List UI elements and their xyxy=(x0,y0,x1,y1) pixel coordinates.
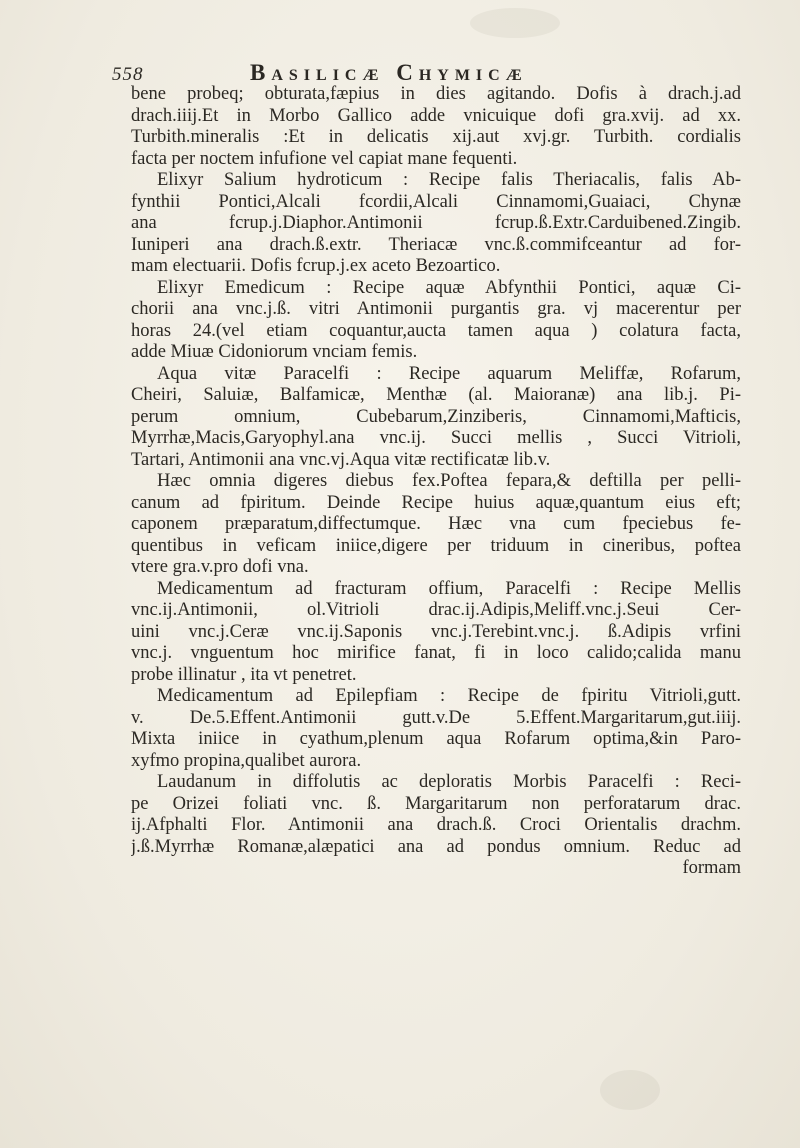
text-line: Tartari, Antimonii ana vnc.vj.Aqua vitæ rectificatæ lib.v. xyxy=(131,449,551,470)
text-line: Hæc omnia digeres diebus fex.Poftea fepara,& deftilla per pelli- xyxy=(157,471,741,491)
text-line: Myrrhæ,Macis,Garyophyl.ana vnc.ij. Succi mellis , Succi Vitrioli, xyxy=(131,428,741,448)
text-line: vtere gra.v.pro dofi vna. xyxy=(131,557,309,577)
text-line: v. De.5.Effent.Antimonii gutt.v.De 5.Effent.Margaritarum,gut.iiij. xyxy=(131,707,741,728)
text-line: bene probeq; obturata,fæpius in dies agitando. Dofis à drach.j.ad xyxy=(131,84,741,104)
text-line: uini vnc.j.Ceræ vnc.ij.Saponis vnc.j.Terebint.vnc.j. ß.Adipis vrfini xyxy=(131,621,741,642)
text-line: vnc.j. vnguentum hoc mirifice fanat, fi in loco calido;calida manu xyxy=(131,643,741,663)
text-line: xyfmo propina,qualibet aurora. xyxy=(131,750,362,771)
page-number: 558 xyxy=(112,64,144,85)
text-line: pe Orizei foliati vnc. ß. Margaritarum non perforatarum drac. xyxy=(131,793,741,814)
text-line: facta per noctem infufione vel capiat mane fequenti. xyxy=(131,148,518,169)
text-line: canum ad fpiritum. Deinde Recipe huius aquæ,quantum eius eft; xyxy=(131,492,741,513)
text-line: ana fcrup.j.Diaphor.Antimonii fcrup.ß.Extr.Carduibened.Zingib. xyxy=(131,213,741,233)
text-line: horas 24.(vel etiam coquantur,aucta tamen aqua ) colatura facta, xyxy=(131,320,741,341)
text-line: mam electuarii. Dofis fcrup.j.ex aceto Bezoartico. xyxy=(131,256,501,276)
text-line: Iuniperi ana drach.ß.extr. Theriacæ vnc.ß.commifceantur ad for- xyxy=(131,234,741,255)
text-line: Elixyr Emedicum : Recipe aquæ Abfynthii Pontici, aquæ Ci- xyxy=(157,277,741,298)
running-title: Basilicæ Chymicæ xyxy=(250,60,528,85)
text-line: drach.iiij.Et in Morbo Gallico adde vnicuique dofi gra.xvij. ad xx. xyxy=(131,105,741,126)
text-line: probe illinatur , ita vt penetret. xyxy=(131,664,357,685)
text-line: j.ß.Myrrhæ Romanæ,alæpatici ana ad pondus omnium. Reduc ad xyxy=(131,836,741,857)
text-line: vnc.ij.Antimonii, ol.Vitrioli drac.ij.Adipis,Meliff.vnc.j.Seui Cer- xyxy=(131,600,741,620)
text-line: Mixta iniice in cyathum,plenum aqua Rofarum optima,&in Paro- xyxy=(131,729,741,749)
text-line: adde Miuæ Cidoniorum vnciam femis. xyxy=(131,342,418,362)
text-line: fynthii Pontici,Alcali fcordii,Alcali Cinnamomi,Guaiaci, Chynæ xyxy=(131,191,741,212)
text-line: ij.Afphalti Flor. Antimonii ana drach.ß. Croci Orientalis drachm. xyxy=(131,815,741,835)
paper-stain xyxy=(470,8,560,38)
text-line: Turbith.mineralis :Et in delicatis xij.aut xvj.gr. Turbith. cordialis xyxy=(131,127,741,147)
text-line: Aqua vitæ Paracelfi : Recipe aquarum Meliffæ, Rofarum, xyxy=(157,363,741,384)
text-line: Medicamentum ad Epilepfiam : Recipe de fpiritu Vitrioli,gutt. xyxy=(157,686,741,706)
text-line: Medicamentum ad fracturam offium, Paracelfi : Recipe Mellis xyxy=(157,578,741,599)
paper-stain xyxy=(600,1070,660,1110)
text-line: caponem præparatum,diffectumque. Hæc vna cum fpeciebus fe- xyxy=(131,514,741,534)
body-text xyxy=(131,84,741,880)
text-line: Laudanum in diffolutis ac deploratis Morbis Paracelfi : Reci- xyxy=(157,772,741,792)
text-line: Cheiri, Saluiæ, Balfamicæ, Menthæ (al. Maioranæ) ana lib.j. Pi- xyxy=(131,385,741,405)
text-line: Elixyr Salium hydroticum : Recipe falis Theriacalis, falis Ab- xyxy=(157,170,741,190)
catchword: formam xyxy=(682,858,741,878)
text-line: quentibus in veficam iniice,digere per triduum in cineribus, poftea xyxy=(131,535,741,556)
text-line: chorii ana vnc.j.ß. vitri Antimonii purgantis gra. vj macerentur per xyxy=(131,299,741,319)
text-line: perum omnium, Cubebarum,Zinziberis, Cinnamomi,Mafticis, xyxy=(131,406,741,427)
